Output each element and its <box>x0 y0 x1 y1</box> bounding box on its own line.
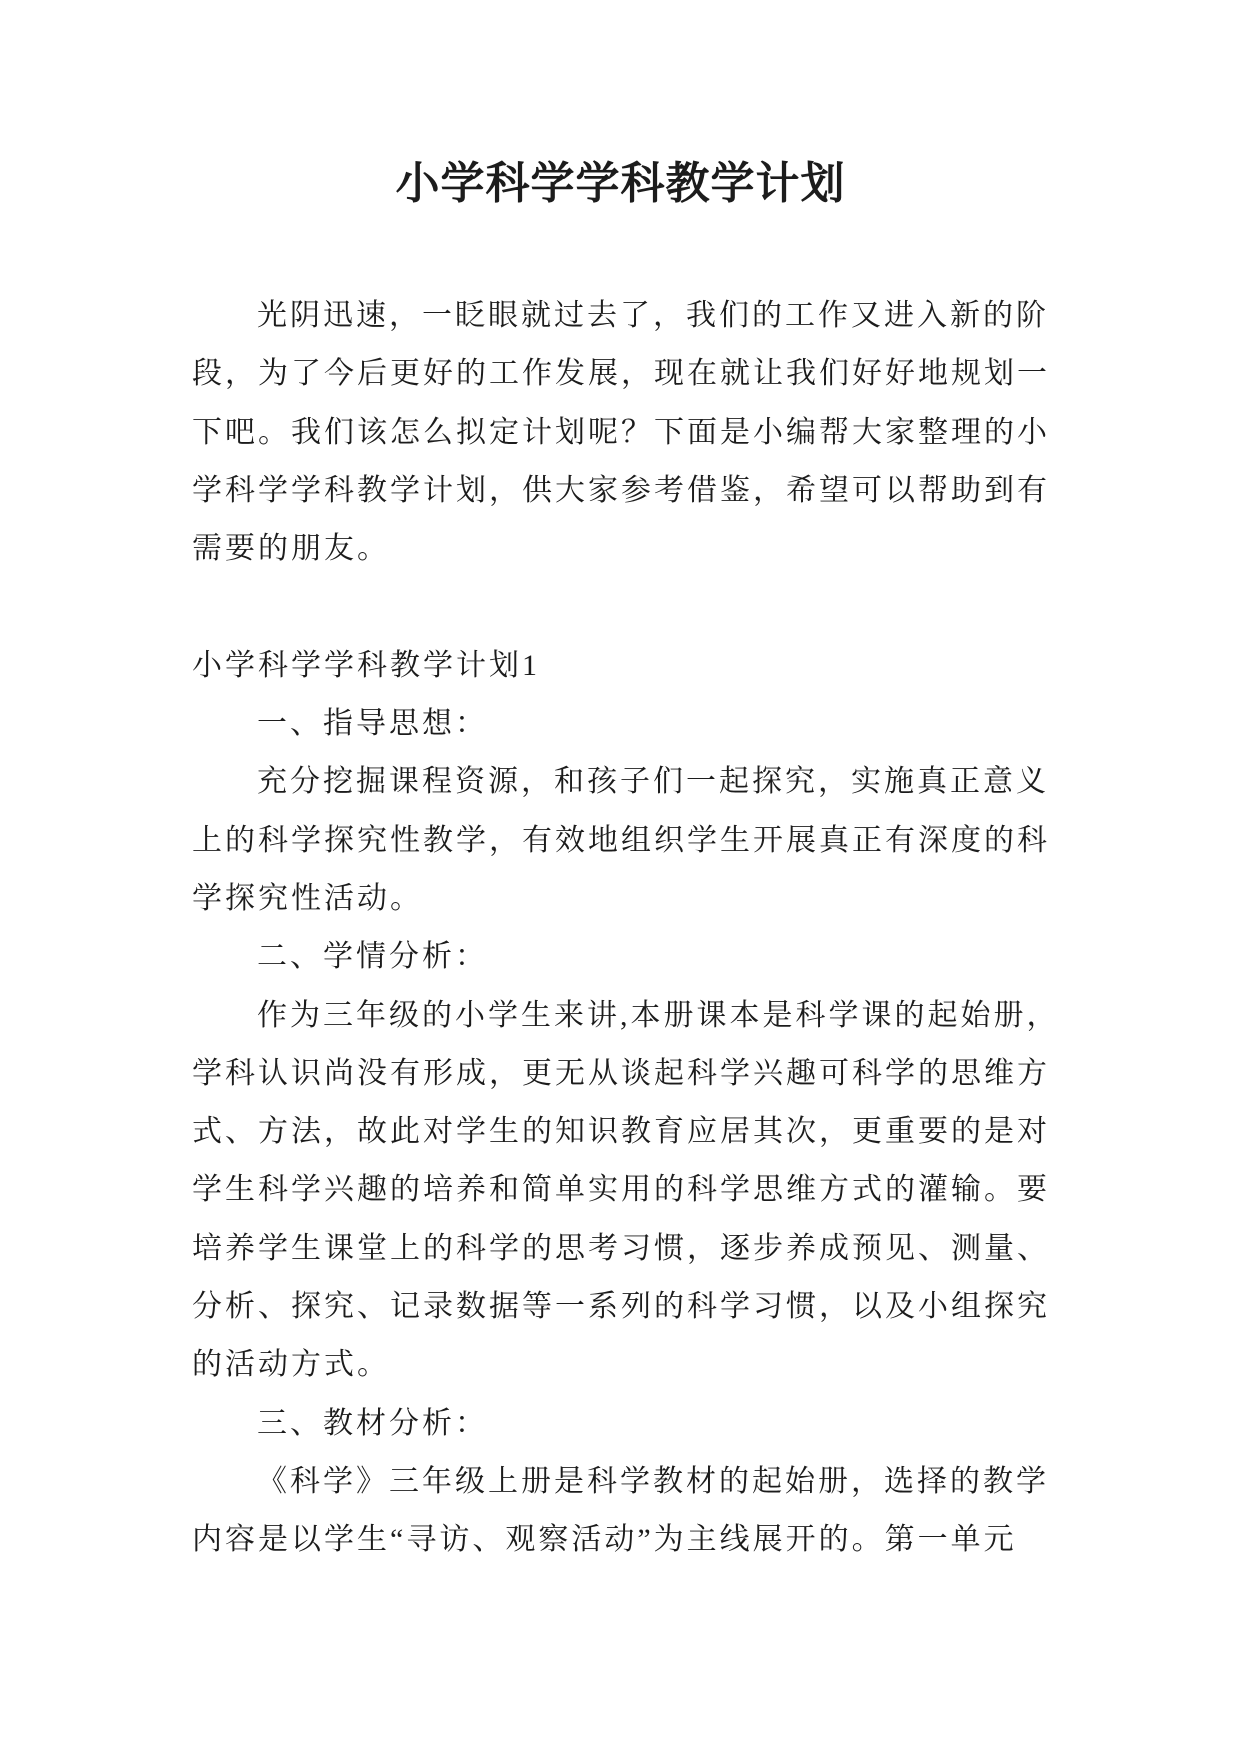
paragraph-line: 学科学学科教学计划，供大家参考借鉴，希望可以帮助到有 <box>192 473 1050 507</box>
paragraph-line: 光阴迅速，一眨眼就过去了，我们的工作又进入新的阶 <box>257 299 1049 332</box>
section-heading: 三、教材分析： <box>257 1406 488 1440</box>
document-body <box>192 287 1092 1570</box>
paragraph-line: 《科学》三年级上册是科学教材的起始册，选择的教学 <box>257 1464 1049 1498</box>
paragraph-line: 培养学生课堂上的科学的思考习惯，逐步养成预见、测量、 <box>192 1231 1050 1265</box>
section-heading: 一、指导思想： <box>257 707 488 741</box>
section-guiding-ideology <box>192 695 1092 928</box>
paragraph-spacer <box>192 578 1092 636</box>
paragraph-line: 需要的朋友。 <box>192 532 390 566</box>
paragraph-line: 学科认识尚没有形成，更无从谈起科学兴趣可科学的思维方 <box>192 1056 1050 1090</box>
paragraph-line: 学生科学兴趣的培养和简单实用的科学思维方式的灌输。要 <box>192 1173 1050 1207</box>
intro-paragraph <box>192 287 1092 578</box>
paragraph-line: 作为三年级的小学生来讲,本册课本是科学课的起始册， <box>257 998 1060 1032</box>
document-title: 小学科学学科教学计划 <box>395 159 846 208</box>
paragraph-line: 学探究性活动。 <box>192 881 423 915</box>
section-textbook-analysis <box>192 1395 1092 1570</box>
paragraph-line: 段，为了今后更好的工作发展，现在就让我们好好地规划一 <box>192 357 1050 391</box>
paragraph-line: 式、方法，故此对学生的知识教育应居其次，更重要的是对 <box>192 1115 1050 1149</box>
paragraph-line: 内容是以学生“寻访、观察活动”为主线展开的。第一单元 <box>192 1523 1017 1557</box>
section-heading: 二、学情分析： <box>257 940 488 974</box>
paragraph-line: 上的科学探究性教学，有效地组织学生开展真正有深度的科 <box>192 823 1050 857</box>
section-title: 小学科学学科教学计划1 <box>192 648 540 682</box>
paragraph-line: 充分挖掘课程资源，和孩子们一起探究，实施真正意义 <box>257 765 1049 799</box>
paragraph-line: 分析、探究、记录数据等一系列的科学习惯，以及小组探究 <box>192 1290 1050 1324</box>
paragraph-line: 下吧。我们该怎么拟定计划呢？下面是小编帮大家整理的小 <box>192 415 1050 449</box>
section-student-analysis <box>192 928 1092 1394</box>
paragraph-line: 的活动方式。 <box>192 1348 390 1382</box>
